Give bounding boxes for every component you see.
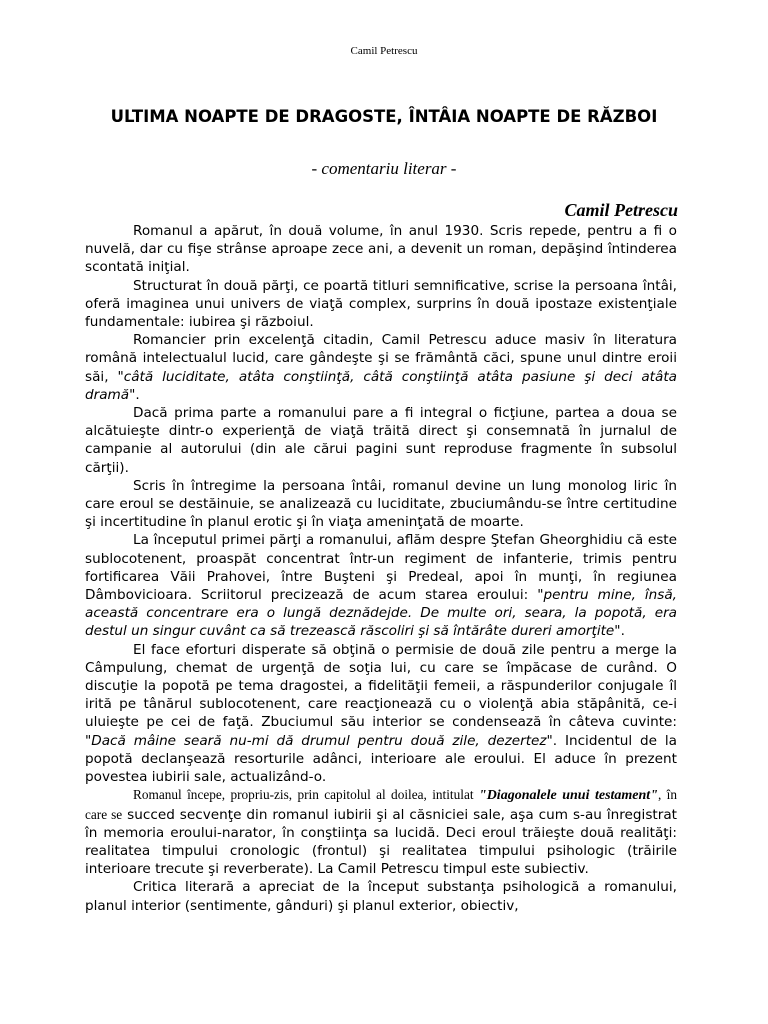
paragraph-3-text: Romancier prin excelenţă citadin, Camil Petrescu aduce masiv în literatura română intelectualul lucid, care gândeşte şi se frământă căci, spune unul dintre eroii săi,	[85, 332, 677, 385]
paragraph-9: Critica literară a apreciat de la început substanţa psihologică a romanului, planul interior (sentimente, gânduri) şi planul exterior, obiectiv,	[85, 879, 677, 914]
document-subtitle: - comentariu literar -	[311, 159, 457, 178]
paragraph-6	[85, 531, 677, 640]
body-text	[85, 222, 677, 915]
paragraph-7-text: El face eforturi disperate să obţină o permisie de două zile pentru a merge la Câmpulung, chemat de urgenţă de soţia lui, cu care se împăcase de curând. O discuţie la popotă pe tema dragostei, a fidelităţii femeii, a răspunderilor conjugale îl irită pe tânărul sublocotenent, care reacţionează cu o violenţă abia stăpânită, ce-i uluieşte pe cei de faţă. Zbuciumul său interior se condensează în câteva cuvinte:	[85, 641, 677, 731]
paragraph-7-text-end: . Incidentul de la popotă declanşează resorturile adânci, interioare ale eroului. El aduce în prezent povestea iubirii sale, actualizând-o.	[85, 732, 677, 786]
paragraph-1: Romanul a apărut, în două volume, în anul 1930. Scris repede, pentru a fi o nuvelă, dar cu fişe strânse aproape zece ani, a devenit un roman, depăşind întinderea scontată iniţial.	[85, 223, 677, 276]
paragraph-5: Scris în întregime la persoana întâi, romanul devine un lung monolog liric în care eroul se destăinuie, se analizează cu luciditate, zbuciumându-se între certitudine şi incertitudine în planul erotic şi în viaţa ameninţată de moarte.	[85, 477, 677, 531]
paragraph-6-end: .	[620, 623, 625, 640]
paragraph-2: Structurat în două părţi, ce poartă titluri semnificative, scrise la persoana întâi, oferă imaginea unui univers de viaţă complex, surprins în două ipostaze existenţiale fundamentale: iubirea şi războiul.	[85, 277, 677, 331]
paragraph-6-text: La începutul primei părţi a romanului, aflăm despre Ştefan Gheorghidiu că este sublocotenent, proaspăt concentrat într-un regiment de infanterie, trimis pentru fortificarea Văii Prahovei, între Buşteni şi Predeal, apoi în munţi, în regiunea Dâmbovicioara. Scriitorul precizează de acum starea eroului:	[85, 532, 677, 604]
paragraph-4: Dacă prima parte a romanului pare a fi integral o ficţiune, partea a doua se alcătuieşte dintr-o experienţă de viaţă trăită direct şi consemnată în jurnalul de campanie al autorului (din ale cărui pagini sunt reproduse fragmente în subsolul cărţii).	[85, 405, 677, 476]
paragraph-3-end: .	[135, 386, 140, 403]
paragraph-8-chapter-title: "Diagonalele unui testament"	[478, 788, 658, 804]
document-title: ULTIMA NOAPTE DE DRAGOSTE, ÎNTÂIA NOAPTE DE RĂZBOI	[110, 107, 658, 126]
paragraph-8	[85, 786, 677, 878]
paragraph-6-quote: "pentru mine, însă, această concentrare era o lungă deznădejde. De multe ori, seara, la popotă, era destul un singur cuvânt ca să trezească răscoliri şi să întărâte dureri amorţite"	[85, 587, 677, 640]
paragraph-7	[85, 641, 677, 787]
paragraph-8-serif-tail: , în care se	[85, 787, 677, 822]
paragraph-8-intro: Romanul începe, propriu-zis, prin capitolul al doilea, intitulat	[133, 787, 479, 803]
running-header: Camil Petrescu	[350, 45, 418, 57]
paragraph-3-quote: "câtă luciditate, atâta conştiinţă, câtă conştiinţă atâta pasiune şi deci atâta dramă"	[85, 368, 677, 403]
paragraph-7-quote: "Dacă mâine seară nu-mi dă drumul pentru două zile, dezertez"	[85, 732, 553, 749]
paragraph-3	[85, 331, 677, 404]
author-name: Camil Petrescu	[564, 200, 678, 220]
paragraph-8-text: succed secvenţe din romanul iubirii şi al căsniciei sale, aşa cum s-au înregistrat în memoria eroului-narator, în conştiinţa sa lucidă. Deci eroul trăieşte două realităţi: realitatea timpului cronologic (frontul) şi realitatea timpului psihologic (trăirile interioare trecute şi reverberate). La Camil Petrescu timpul este subiectiv.	[85, 806, 677, 878]
